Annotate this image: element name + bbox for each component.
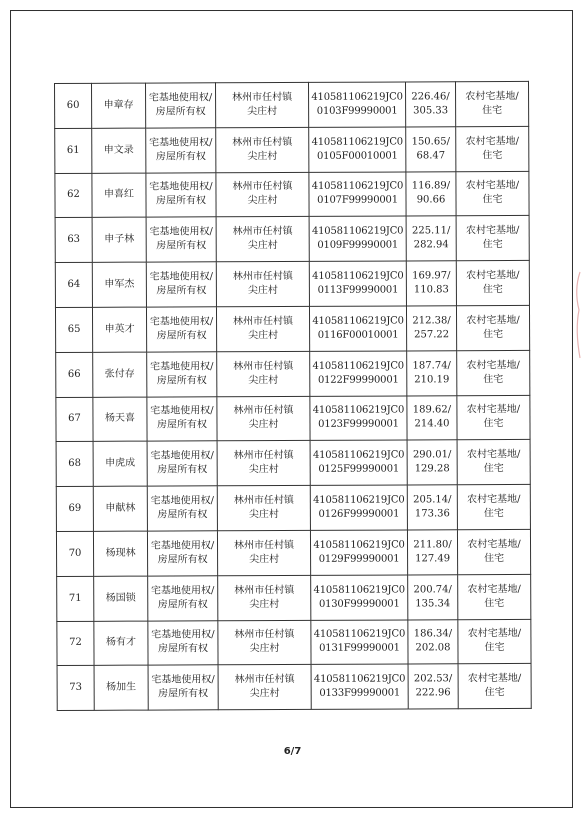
cell-unit-code-line: 0131F99990001 xyxy=(319,642,400,655)
cell-owner-name: 申文录 xyxy=(92,128,146,173)
records-table xyxy=(54,81,532,711)
cell-unit-code-line: 0125F99990001 xyxy=(318,463,400,476)
cell-usage-line: 农村宅基地/ xyxy=(467,538,521,551)
cell-unit-code-line: 410581106219JC0 xyxy=(311,136,403,148)
cell-unit-code-line: 410581106219JC0 xyxy=(312,404,405,417)
cell-usage-line: 住宅 xyxy=(484,552,505,564)
cell-location xyxy=(216,217,309,262)
cell-unit-code-line: 0103F99990001 xyxy=(316,105,398,117)
cell-location-line: 林州市任村镇 xyxy=(233,450,294,462)
cell-number: 64 xyxy=(55,263,92,308)
cell-location xyxy=(218,575,311,620)
cell-unit-code-line: 0130F99990001 xyxy=(318,598,400,610)
cell-unit-code xyxy=(311,620,408,665)
cell-usage-line: 农村宅基地/ xyxy=(466,314,520,327)
table-row xyxy=(56,440,530,487)
table-row xyxy=(56,395,530,442)
cell-area-line: 257.22 xyxy=(414,329,450,341)
cell-location xyxy=(216,127,309,172)
cell-usage xyxy=(458,664,531,709)
cell-number: 68 xyxy=(56,442,93,487)
cell-right-type-line: 宅基地使用权/ xyxy=(149,181,213,194)
cell-unit-code xyxy=(310,440,407,485)
cell-number: 60 xyxy=(55,83,92,128)
cell-area xyxy=(408,575,458,620)
cell-number: 72 xyxy=(57,621,94,666)
cell-right-type xyxy=(147,486,217,531)
cell-location-line: 尖庄村 xyxy=(247,150,278,162)
cell-area xyxy=(407,485,457,530)
cell-usage-line: 住宅 xyxy=(482,149,503,161)
cell-usage-line: 住宅 xyxy=(482,194,503,206)
cell-usage-line: 住宅 xyxy=(484,687,505,699)
cell-location-line: 林州市任村镇 xyxy=(233,360,294,372)
cell-number: 61 xyxy=(55,128,92,173)
cell-owner-name: 杨国锁 xyxy=(94,576,148,621)
table-row xyxy=(55,81,529,128)
cell-unit-code-line: 0123F99990001 xyxy=(318,418,399,431)
cell-usage xyxy=(456,216,529,261)
cell-right-type-line: 宅基地使用权/ xyxy=(151,584,215,597)
cell-area-line: 225.11/ xyxy=(411,225,451,237)
cell-right-type-line: 房屋所有权 xyxy=(157,643,208,656)
cell-location-line: 林州市任村镇 xyxy=(233,315,294,328)
cell-unit-code-line: 410581106219JC0 xyxy=(312,449,405,462)
cell-unit-code xyxy=(310,485,407,530)
cell-location xyxy=(217,441,310,486)
cell-area xyxy=(407,530,457,575)
cell-area xyxy=(407,395,457,440)
cell-right-type xyxy=(147,441,217,486)
cell-location xyxy=(218,620,311,665)
cell-right-type xyxy=(148,665,218,710)
cell-area-line: 211.80/ xyxy=(413,539,452,551)
cell-location-line: 尖庄村 xyxy=(249,688,280,700)
cell-usage xyxy=(456,261,529,306)
cell-owner-name: 杨加生 xyxy=(94,665,148,710)
cell-unit-code-line: 0126F99990001 xyxy=(318,508,400,520)
cell-usage-line: 住宅 xyxy=(484,597,505,609)
cell-owner-name: 申章存 xyxy=(92,83,146,128)
cell-location xyxy=(217,530,310,575)
table-row xyxy=(57,574,531,621)
cell-location-line: 林州市任村镇 xyxy=(234,584,295,596)
cell-location-line: 尖庄村 xyxy=(249,553,280,566)
cell-area-line: 189.62/ xyxy=(412,404,452,416)
cell-unit-code-line: 0122F99990001 xyxy=(317,374,399,386)
cell-number: 69 xyxy=(56,487,93,532)
cell-right-type-line: 宅基地使用权/ xyxy=(149,271,214,283)
cell-usage-line: 农村宅基地/ xyxy=(465,135,519,147)
cell-unit-code-line: 0109F99990001 xyxy=(317,239,399,252)
cell-area-line: 202.08 xyxy=(415,642,451,654)
cell-right-type-line: 宅基地使用权/ xyxy=(150,540,215,552)
cell-usage-line: 农村宅基地/ xyxy=(465,225,520,237)
cell-number: 66 xyxy=(56,352,93,397)
cell-owner-name: 申虎成 xyxy=(93,441,147,486)
cell-area xyxy=(407,440,457,485)
records-table-body xyxy=(55,81,532,710)
cell-right-type-line: 房屋所有权 xyxy=(157,464,208,476)
cell-unit-code-line: 410581106219JC0 xyxy=(312,270,404,282)
cell-location xyxy=(217,486,310,531)
cell-usage-line: 住宅 xyxy=(483,508,504,520)
cell-number: 62 xyxy=(55,173,92,218)
cell-right-type-line: 房屋所有权 xyxy=(156,330,207,342)
cell-area-line: 135.34 xyxy=(415,597,451,610)
cell-location-line: 尖庄村 xyxy=(247,195,278,207)
cell-location xyxy=(217,396,310,441)
cell-unit-code-line: 0113F99990001 xyxy=(317,284,399,296)
cell-usage-line: 农村宅基地/ xyxy=(466,449,521,461)
cell-area xyxy=(408,664,458,709)
table-row xyxy=(56,485,530,532)
cell-usage-line: 农村宅基地/ xyxy=(465,90,519,103)
cell-area-line: 110.83 xyxy=(413,284,449,296)
cell-unit-code xyxy=(310,351,407,396)
cell-area-line: 214.40 xyxy=(414,418,450,430)
cell-owner-name: 张付存 xyxy=(93,352,147,397)
cell-right-type-line: 房屋所有权 xyxy=(157,554,208,566)
cell-usage-line: 住宅 xyxy=(482,104,503,117)
cell-right-type-line: 房屋所有权 xyxy=(157,509,208,521)
cell-right-type-line: 房屋所有权 xyxy=(156,240,207,252)
cell-right-type xyxy=(146,128,216,173)
cell-unit-code xyxy=(309,216,406,261)
cell-right-type-line: 房屋所有权 xyxy=(156,375,207,387)
cell-area-line: 169.97/ xyxy=(412,270,451,282)
cell-location-line: 林州市任村镇 xyxy=(234,674,295,686)
cell-right-type-line: 宅基地使用权/ xyxy=(148,92,213,104)
cell-usage-line: 住宅 xyxy=(482,239,503,251)
cell-unit-code xyxy=(310,530,407,575)
table-row xyxy=(57,664,531,711)
cell-location xyxy=(216,82,309,127)
cell-right-type-line: 房屋所有权 xyxy=(155,106,206,118)
table-row xyxy=(55,261,529,308)
cell-right-type-line: 房屋所有权 xyxy=(156,419,208,432)
cell-usage-line: 农村宅基地/ xyxy=(466,404,521,416)
cell-location-line: 林州市任村镇 xyxy=(232,91,293,104)
cell-area-line: 127.49 xyxy=(415,553,451,565)
cell-owner-name: 申英才 xyxy=(92,307,146,352)
cell-area-line: 187.74/ xyxy=(412,359,451,372)
cell-usage-line: 住宅 xyxy=(483,328,504,341)
cell-right-type-line: 宅基地使用权/ xyxy=(151,629,215,642)
cell-number: 65 xyxy=(55,307,92,352)
cell-unit-code-line: 410581106219JC0 xyxy=(312,315,404,327)
cell-area-line: 200.74/ xyxy=(413,583,452,596)
cell-usage xyxy=(457,350,530,395)
cell-unit-code-line: 0107F99990001 xyxy=(317,194,398,207)
cell-location xyxy=(216,306,309,351)
cell-right-type xyxy=(146,217,216,262)
cell-location-line: 尖庄村 xyxy=(248,509,279,521)
cell-usage-line: 农村宅基地/ xyxy=(467,628,522,640)
cell-number: 73 xyxy=(57,666,94,711)
cell-unit-code-line: 410581106219JC0 xyxy=(312,360,404,372)
seal-edge-mark xyxy=(571,270,581,360)
cell-usage xyxy=(456,126,529,171)
cell-usage xyxy=(456,305,529,350)
cell-usage-line: 农村宅基地/ xyxy=(466,359,520,371)
cell-right-type xyxy=(148,576,218,621)
table-row xyxy=(56,529,530,576)
cell-area-line: 68.47 xyxy=(416,149,446,162)
cell-owner-name: 申献林 xyxy=(93,486,147,531)
cell-usage-line: 农村宅基地/ xyxy=(465,180,520,192)
cell-right-type-line: 房屋所有权 xyxy=(158,688,209,700)
cell-area-line: 90.66 xyxy=(416,194,446,206)
cell-right-type-line: 房屋所有权 xyxy=(157,598,208,611)
cell-location-line: 尖庄村 xyxy=(248,329,279,342)
cell-usage-line: 住宅 xyxy=(483,463,504,475)
cell-area xyxy=(407,351,457,396)
cell-unit-code-line: 0116F00010001 xyxy=(317,329,399,341)
cell-location-line: 林州市任村镇 xyxy=(233,495,294,507)
cell-usage-line: 农村宅基地/ xyxy=(467,494,521,506)
cell-area-line: 129.28 xyxy=(414,463,450,475)
cell-location xyxy=(216,172,309,217)
cell-unit-code xyxy=(311,664,408,709)
cell-unit-code xyxy=(309,306,406,351)
cell-location-line: 林州市任村镇 xyxy=(232,136,293,148)
cell-area-line: 173.36 xyxy=(414,508,450,520)
cell-right-type-line: 宅基地使用权/ xyxy=(149,136,213,149)
cell-location-line: 林州市任村镇 xyxy=(232,226,293,238)
cell-right-type-line: 房屋所有权 xyxy=(156,285,207,297)
cell-location-line: 林州市任村镇 xyxy=(232,181,293,193)
cell-location-line: 尖庄村 xyxy=(247,240,278,252)
cell-area-line: 116.89/ xyxy=(411,180,451,192)
cell-unit-code-line: 0129F99990001 xyxy=(318,553,400,565)
cell-right-type xyxy=(147,352,217,397)
cell-location-line: 尖庄村 xyxy=(249,598,280,610)
cell-unit-code-line: 410581106219JC0 xyxy=(311,91,403,103)
cell-location-line: 尖庄村 xyxy=(249,643,280,655)
cell-usage-line: 住宅 xyxy=(482,284,503,296)
cell-usage-line: 住宅 xyxy=(484,642,505,654)
cell-location xyxy=(217,351,310,396)
cell-usage xyxy=(456,171,529,216)
cell-right-type xyxy=(147,531,217,576)
cell-right-type-line: 宅基地使用权/ xyxy=(150,405,214,418)
cell-number: 67 xyxy=(56,397,93,442)
cell-right-type-line: 宅基地使用权/ xyxy=(151,674,215,686)
cell-area-line: 205.14/ xyxy=(413,494,452,506)
cell-location-line: 尖庄村 xyxy=(248,419,279,431)
cell-unit-code-line: 410581106219JC0 xyxy=(313,628,406,641)
cell-usage xyxy=(457,395,530,440)
cell-location-line: 尖庄村 xyxy=(247,285,278,297)
cell-area-line: 186.34/ xyxy=(413,628,453,640)
cell-right-type-line: 宅基地使用权/ xyxy=(150,495,215,507)
cell-usage xyxy=(458,619,531,664)
cell-unit-code xyxy=(309,261,406,306)
cell-right-type xyxy=(148,620,218,665)
cell-area-line: 282.94 xyxy=(413,239,449,251)
cell-area-line: 210.19 xyxy=(414,373,450,386)
cell-area xyxy=(408,619,458,664)
cell-right-type-line: 房屋所有权 xyxy=(155,195,207,208)
cell-unit-code-line: 0105F00010001 xyxy=(316,150,398,162)
table-row xyxy=(55,216,529,263)
cell-owner-name: 杨有才 xyxy=(94,621,148,666)
cell-usage xyxy=(458,574,531,619)
cell-area xyxy=(406,127,456,172)
table-row xyxy=(56,350,530,397)
cell-unit-code-line: 410581106219JC0 xyxy=(313,673,406,686)
cell-unit-code-line: 0133F99990001 xyxy=(319,687,401,700)
cell-area-line: 226.46/ xyxy=(411,91,450,103)
cell-usage xyxy=(455,81,528,126)
cell-area-line: 202.53/ xyxy=(413,673,453,685)
table-row xyxy=(55,171,529,218)
cell-right-type xyxy=(146,307,216,352)
cell-area xyxy=(406,216,456,261)
cell-right-type xyxy=(146,83,216,128)
table-row xyxy=(57,619,531,666)
cell-owner-name: 杨现林 xyxy=(93,531,147,576)
cell-location-line: 林州市任村镇 xyxy=(232,271,293,283)
page-number: 6/7 xyxy=(283,746,302,757)
cell-area xyxy=(405,82,455,127)
cell-right-type-line: 宅基地使用权/ xyxy=(150,450,214,462)
cell-usage xyxy=(457,440,530,485)
cell-unit-code-line: 410581106219JC0 xyxy=(311,180,404,193)
cell-area-line: 305.33 xyxy=(413,105,449,117)
cell-location-line: 林州市任村镇 xyxy=(234,629,295,641)
cell-unit-code xyxy=(308,82,405,127)
cell-area-line: 150.65/ xyxy=(411,135,450,148)
cell-unit-code-line: 410581106219JC0 xyxy=(313,494,405,506)
cell-right-type xyxy=(147,396,217,441)
cell-unit-code-line: 410581106219JC0 xyxy=(311,225,404,238)
cell-owner-name: 杨天喜 xyxy=(93,397,147,442)
cell-right-type-line: 宅基地使用权/ xyxy=(149,226,213,238)
cell-usage-line: 农村宅基地/ xyxy=(467,583,521,595)
cell-location-line: 尖庄村 xyxy=(247,105,278,118)
cell-location-line: 林州市任村镇 xyxy=(233,405,294,417)
cell-location-line: 林州市任村镇 xyxy=(233,539,295,552)
cell-area-line: 212.38/ xyxy=(412,315,451,327)
cell-number: 63 xyxy=(55,218,92,263)
cell-unit-code-line: 410581106219JC0 xyxy=(313,539,405,551)
cell-usage-line: 住宅 xyxy=(483,373,504,385)
cell-right-type xyxy=(146,172,216,217)
cell-area xyxy=(406,171,456,216)
cell-usage xyxy=(457,485,530,530)
cell-unit-code xyxy=(309,172,406,217)
cell-right-type-line: 宅基地使用权/ xyxy=(150,360,214,373)
cell-number: 70 xyxy=(56,531,93,576)
table-row xyxy=(55,305,529,352)
cell-location-line: 尖庄村 xyxy=(248,464,279,476)
cell-usage-line: 农村宅基地/ xyxy=(466,270,520,282)
cell-area xyxy=(406,306,456,351)
cell-location-line: 尖庄村 xyxy=(248,374,279,386)
cell-right-type xyxy=(146,262,216,307)
cell-owner-name: 申军杰 xyxy=(92,262,146,307)
cell-location xyxy=(216,262,309,307)
cell-right-type-line: 房屋所有权 xyxy=(155,151,206,163)
cell-number: 71 xyxy=(57,576,94,621)
cell-unit-code xyxy=(311,575,408,620)
cell-owner-name: 申子林 xyxy=(92,217,146,262)
cell-usage-line: 农村宅基地/ xyxy=(467,673,522,685)
cell-area-line: 290.01/ xyxy=(412,449,452,461)
cell-location xyxy=(218,665,311,710)
table-row xyxy=(55,126,529,173)
cell-right-type-line: 宅基地使用权/ xyxy=(149,316,214,328)
cell-unit-code xyxy=(309,127,406,172)
cell-area xyxy=(406,261,456,306)
cell-owner-name: 申喜红 xyxy=(92,173,146,218)
cell-usage xyxy=(457,529,530,574)
cell-usage-line: 住宅 xyxy=(483,418,504,430)
cell-area-line: 222.96 xyxy=(415,687,451,699)
cell-unit-code xyxy=(310,396,407,441)
cell-unit-code-line: 410581106219JC0 xyxy=(313,584,405,596)
